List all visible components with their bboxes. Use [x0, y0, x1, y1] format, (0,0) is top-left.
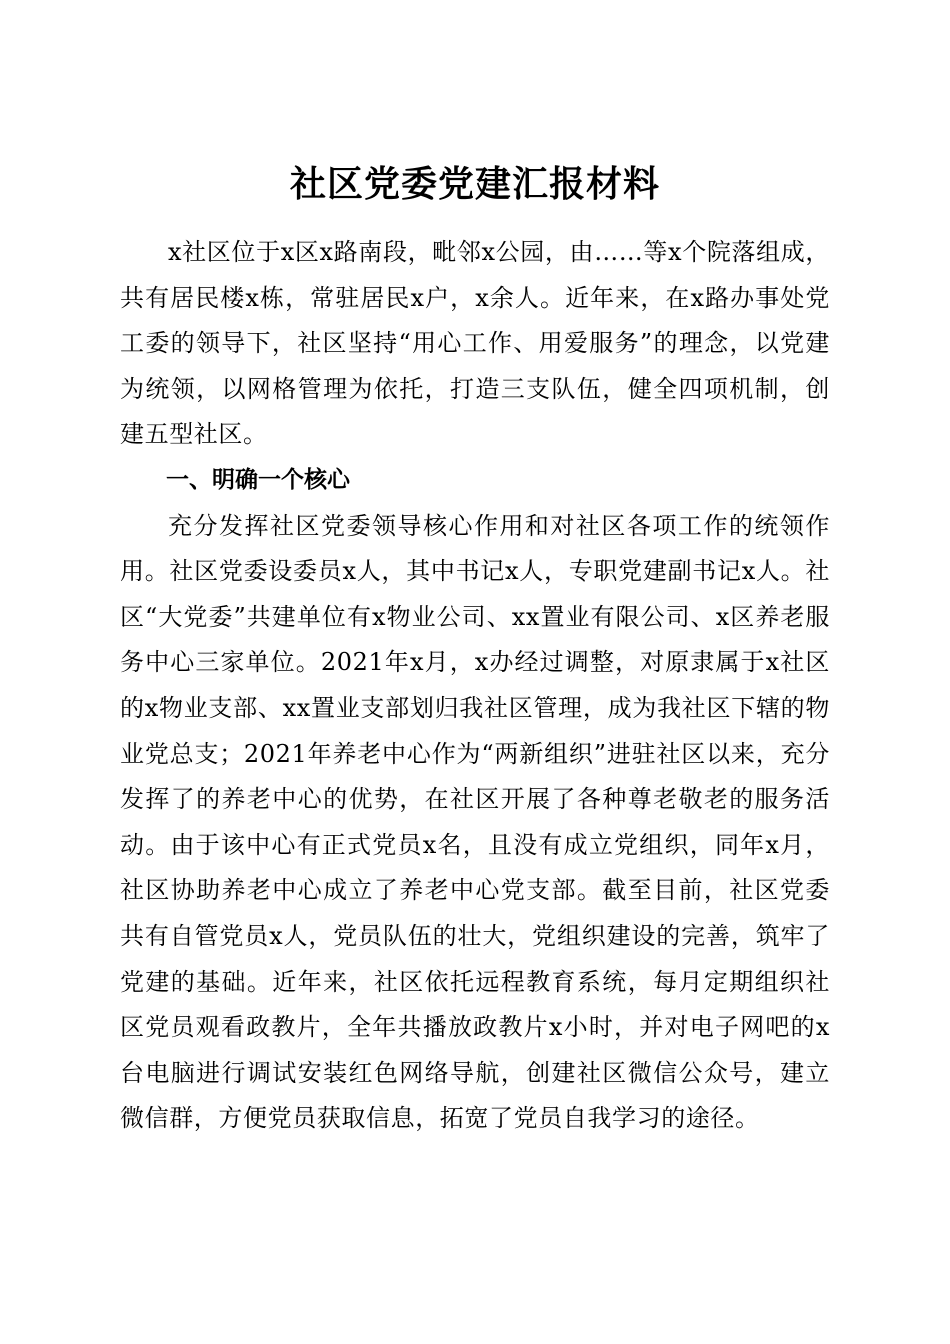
document-body [120, 230, 830, 1142]
section-heading: 一、明确一个核心 [166, 466, 350, 493]
intro-paragraph: x社区位于x区x路南段，毗邻x公园，由……等x个院落组成，共有居民楼x栋，常驻居民x户，x余人。近年来，在x路办事处党工委的领导下，社区坚持“用心工作、用爱服务”的理念，以党建为统领，以网格管理为依托，打造三支队伍，健全四项机制，创建五型社区。 [120, 238, 830, 449]
section-paragraph: 充分发挥社区党委领导核心作用和对社区各项工作的统领作用。社区党委设委员x人，其中书记x人，专职党建副书记x人。社区“大党委”共建单位有x物业公司、xx置业有限公司、x区养老服务中心三家单位。2021年x月，x办经过调整，对原隶属于x社区的x物业支部、xx置业支部划归我社区管理，成为我社区下辖的物业党总支；2021年养老中心作为“两新组织”进驻社区以来，充分发挥了的养老中心的优势，在社区开展了各种尊老敬老的服务活动。由于该中心有正式党员x名，且没有成立党组织，同年x月，社区协助养老中心成立了养老中心党支部。截至目前，社区党委共有自管党员x人，党员队伍的壮大，党组织建设的完善，筑牢了党建的基础。近年来，社区依托远程教育系统，每月定期组织社区党员观看政教片，全年共播放政教片x小时，并对电子网吧的x台电脑进行调试安装红色网络导航，创建社区微信公众号，建立微信群，方便党员获取信息，拓宽了党员自我学习的途径。 [120, 511, 830, 1133]
document-title: 社区党委党建汇报材料 [289, 163, 660, 206]
